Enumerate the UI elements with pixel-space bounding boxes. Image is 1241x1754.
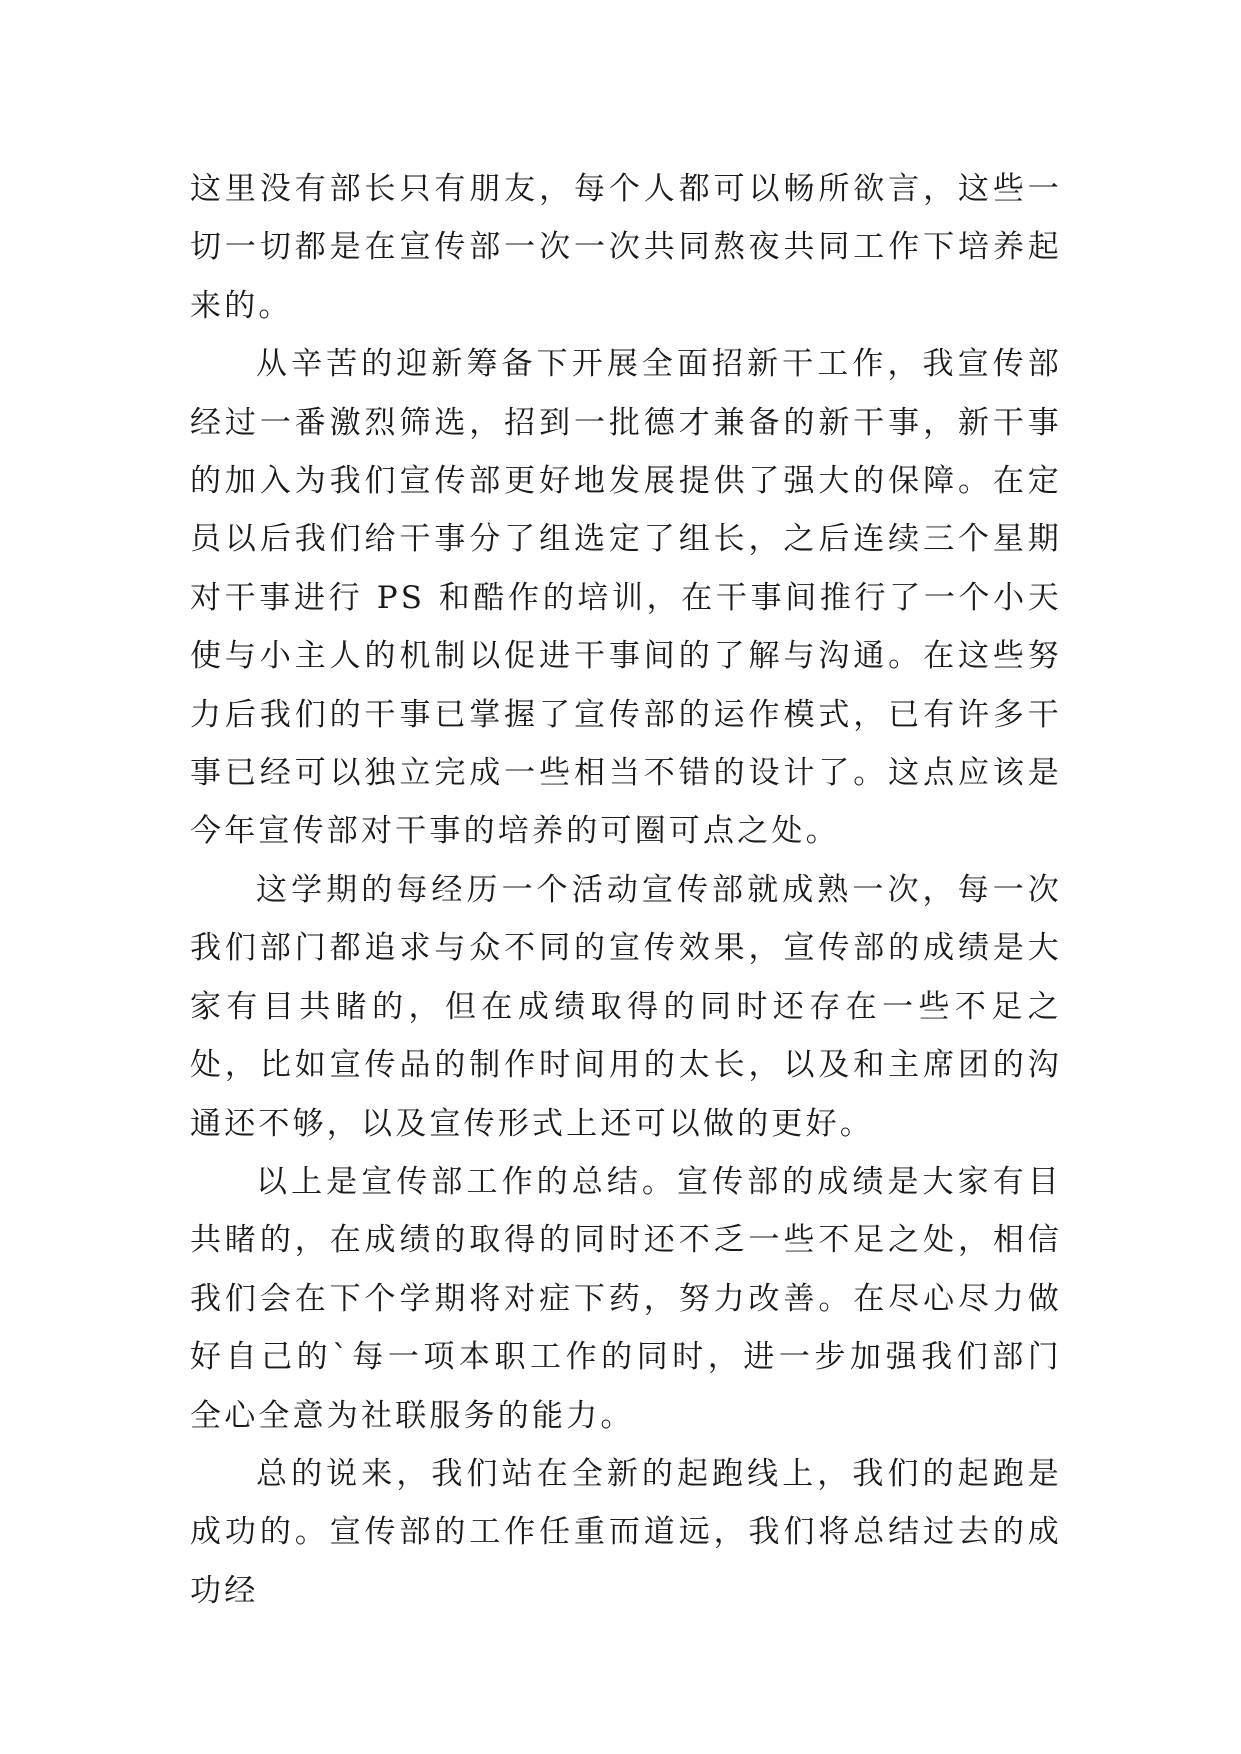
paragraph-5: 总的说来，我们站在全新的起跑线上，我们的起跑是成功的。宣传部的工作任重而道远，我们将总结过去的成功经: [190, 1455, 1062, 1609]
paragraph-1: 这里没有部长只有朋友，每个人都可以畅所欲言，这些一切一切都是在宣传部一次一次共同熬夜共同工作下培养起来的。: [190, 171, 1062, 324]
paragraph-2: 从辛苦的迎新筹备下开展全面招新干工作，我宣传部经过一番激烈筛选，招到一批德才兼备的新干事，新干事的加入为我们宣传部更好地发展提供了强大的保障。在定员以后我们给干事分了组选定了组长，之后连续三个星期对干事进行 PS 和酷作的培训，在干事间推行了一个小天使与小主人的机制以促进干事间的了解与沟通。在这些努力后我们的干事已掌握了宣传部的运作模式，已有许多干事已经可以独立完成一些相当不错的设计了。这点应该是今年宣传部对干事的培养的可圈可点之处。: [190, 346, 1062, 850]
paragraph-3: 这学期的每经历一个活动宣传部就成熟一次，每一次我们部门都追求与众不同的宣传效果，宣传部的成绩是大家有目共睹的，但在成绩取得的同时还存在一些不足之处，比如宣传品的制作时间用的太长，以及和主席团的沟通还不够，以及宣传形式上还可以做的更好。: [190, 871, 1062, 1142]
paragraph-4: 以上是宣传部工作的总结。宣传部的成绩是大家有目共睹的，在成绩的取得的同时还不乏一些不足之处，相信我们会在下个学期将对症下药，努力改善。在尽心尽力做好自己的`每一项本职工作的同时，进一步加强我们部门全心全意为社联服务的能力。: [190, 1163, 1062, 1434]
document-body: [190, 160, 1062, 1620]
